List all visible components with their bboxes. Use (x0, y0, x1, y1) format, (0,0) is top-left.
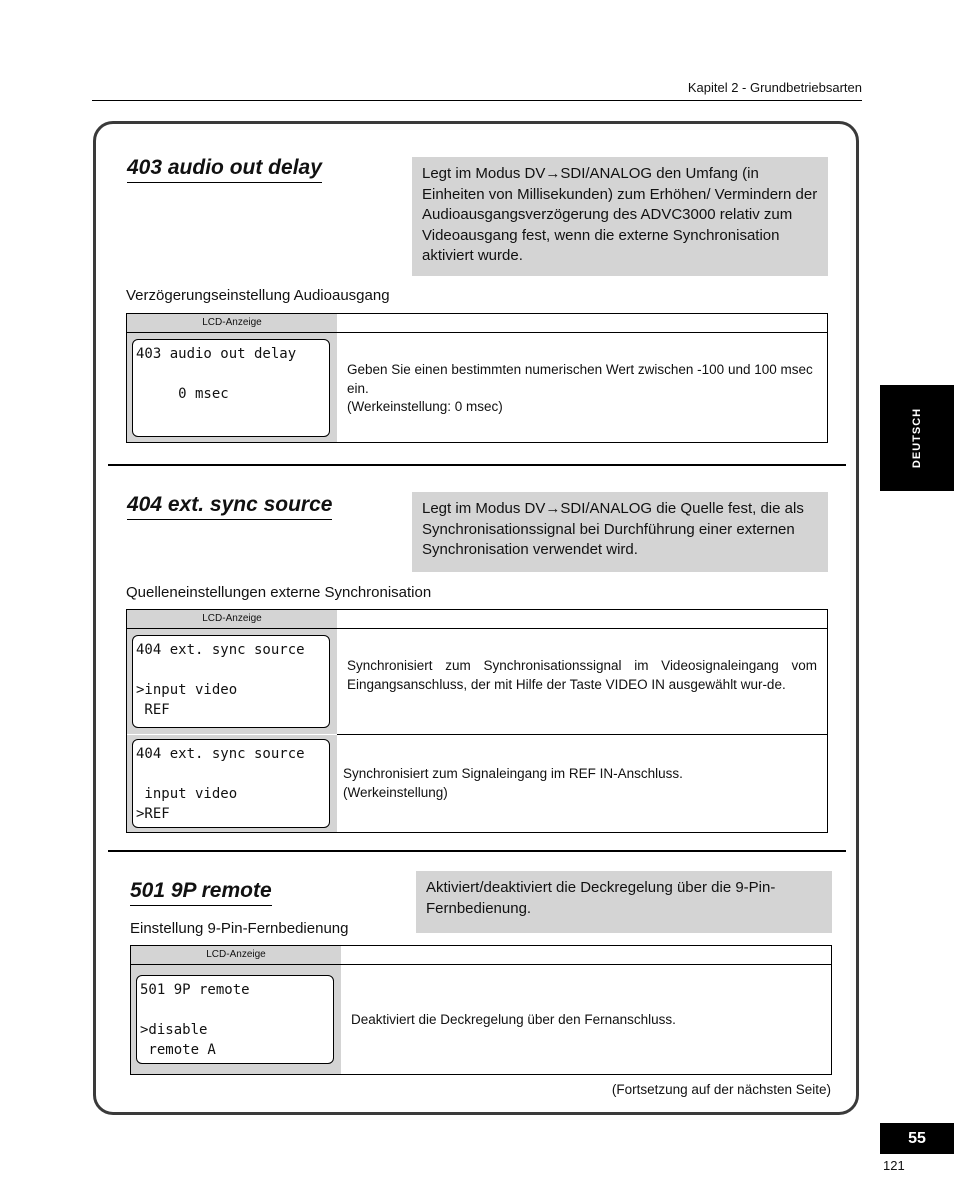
lcd-display: 404 ext. sync source input video >REF (132, 739, 330, 828)
section-subheading-404: Quelleneinstellungen externe Synchronisation (126, 584, 432, 601)
table-header-lcd: LCD-Anzeige (127, 314, 337, 333)
lcd-display: 404 ext. sync source >input video REF (132, 635, 330, 728)
table-header-lcd: LCD-Anzeige (131, 946, 341, 965)
chapter-header: Kapitel 2 - Grundbetriebsarten (687, 80, 862, 95)
row-description: Deaktiviert die Deckregelung über den Fernanschluss. (351, 1012, 676, 1027)
row-description: Geben Sie einen bestimmten numerischen Wert zwischen -100 und 100 msec ein. (Werkeinstellung: 0 msec) (347, 362, 813, 414)
section-title-403: 403 audio out delay (127, 156, 322, 183)
lcd-cell (127, 333, 337, 442)
continuation-note: (Fortsetzung auf der nächsten Seite) (611, 1082, 831, 1097)
section-description-404: Legt im Modus DV→SDI/ANALOG die Quelle fest, die als Synchronisationssignal bei Durchführung einer externen Synchronisation verwendet wird. (412, 492, 828, 572)
settings-table-501 (130, 945, 832, 1075)
row-description: Synchronisiert zum Synchronisationssignal im Videosignaleingang vom Eingangsanschluss, der mit Hilfe der Taste VIDEO IN ausgewählt wur-de. (347, 658, 817, 692)
section-title-404: 404 ext. sync source (127, 493, 332, 520)
table-header-lcd: LCD-Anzeige (127, 610, 337, 629)
section-divider (108, 464, 846, 466)
settings-table-403 (126, 313, 828, 443)
section-subheading-501: Einstellung 9-Pin-Fernbedienung (130, 920, 349, 937)
table-row (127, 735, 827, 832)
settings-table-404 (126, 609, 828, 833)
table-row (127, 629, 827, 734)
lcd-display: 501 9P remote >disable remote A (136, 975, 334, 1064)
page-number: 55 (880, 1123, 954, 1154)
header-divider (92, 100, 862, 101)
section-divider (108, 850, 846, 852)
table-row (127, 333, 827, 442)
lcd-cell (127, 735, 337, 832)
section-description-403: Legt im Modus DV→SDI/ANALOG den Umfang (in Einheiten von Millisekunden) zum Erhöhen/ Vermindern der Audioausgangsverzögerung des ADVC3000 relativ zum Videoausgang fest, wenn die externe Synchronisation aktiviert wurde. (412, 157, 828, 276)
row-description: Synchronisiert zum Signaleingang im REF IN-Anschluss. (Werkeinstellung) (343, 766, 683, 800)
section-title-501: 501 9P remote (130, 879, 272, 906)
lcd-cell (131, 965, 341, 1074)
lcd-cell (127, 629, 337, 734)
section-description-501: Aktiviert/deaktiviert die Deckregelung über die 9-Pin-Fernbedienung. (416, 871, 832, 933)
language-side-tab (880, 385, 954, 491)
page-sub-number: 121 (883, 1158, 905, 1173)
table-row (131, 965, 831, 1074)
section-subheading-403: Verzögerungseinstellung Audioausgang (126, 287, 390, 304)
lcd-display: 403 audio out delay 0 msec (132, 339, 330, 437)
side-tab-label: DEUTSCH (911, 407, 923, 469)
